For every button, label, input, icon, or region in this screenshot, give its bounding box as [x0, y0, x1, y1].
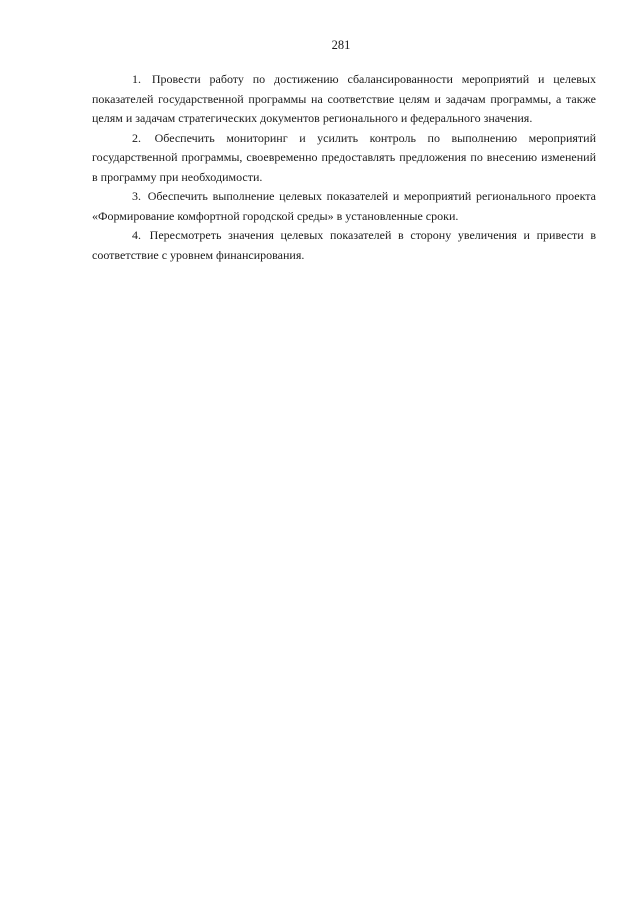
item-text: Пересмотреть значения целевых показателей в сторону увеличения и привести в соответствие с уровнем финансирования. [92, 228, 597, 262]
item-number: 2. [132, 130, 141, 145]
list-item [92, 70, 596, 129]
item-number: 3. [132, 189, 141, 203]
document-body [92, 70, 596, 265]
item-number: 4. [132, 228, 141, 242]
item-text: Обеспечить мониторинг и усилить контроль по выполнению мероприятий государственной программы, своевременно предоставлять предложения по внесению изменений в программу при необходимости. [92, 130, 596, 184]
item-number: 1. [132, 72, 141, 86]
list-item [92, 226, 596, 265]
page-number: 281 [331, 38, 351, 52]
item-text: Обеспечить выполнение целевых показателей и мероприятий регионального проекта «Формирование комфортной городской среды» в установленные сроки. [92, 189, 596, 223]
list-item [92, 187, 596, 226]
list-item [92, 129, 596, 188]
item-text: Провести работу по достижению сбалансированности мероприятий и целевых показателей государственной программы на соответствие целям и задачам программы, а также целям и задачам стратегических документов регионального и федерального значения. [92, 72, 596, 125]
